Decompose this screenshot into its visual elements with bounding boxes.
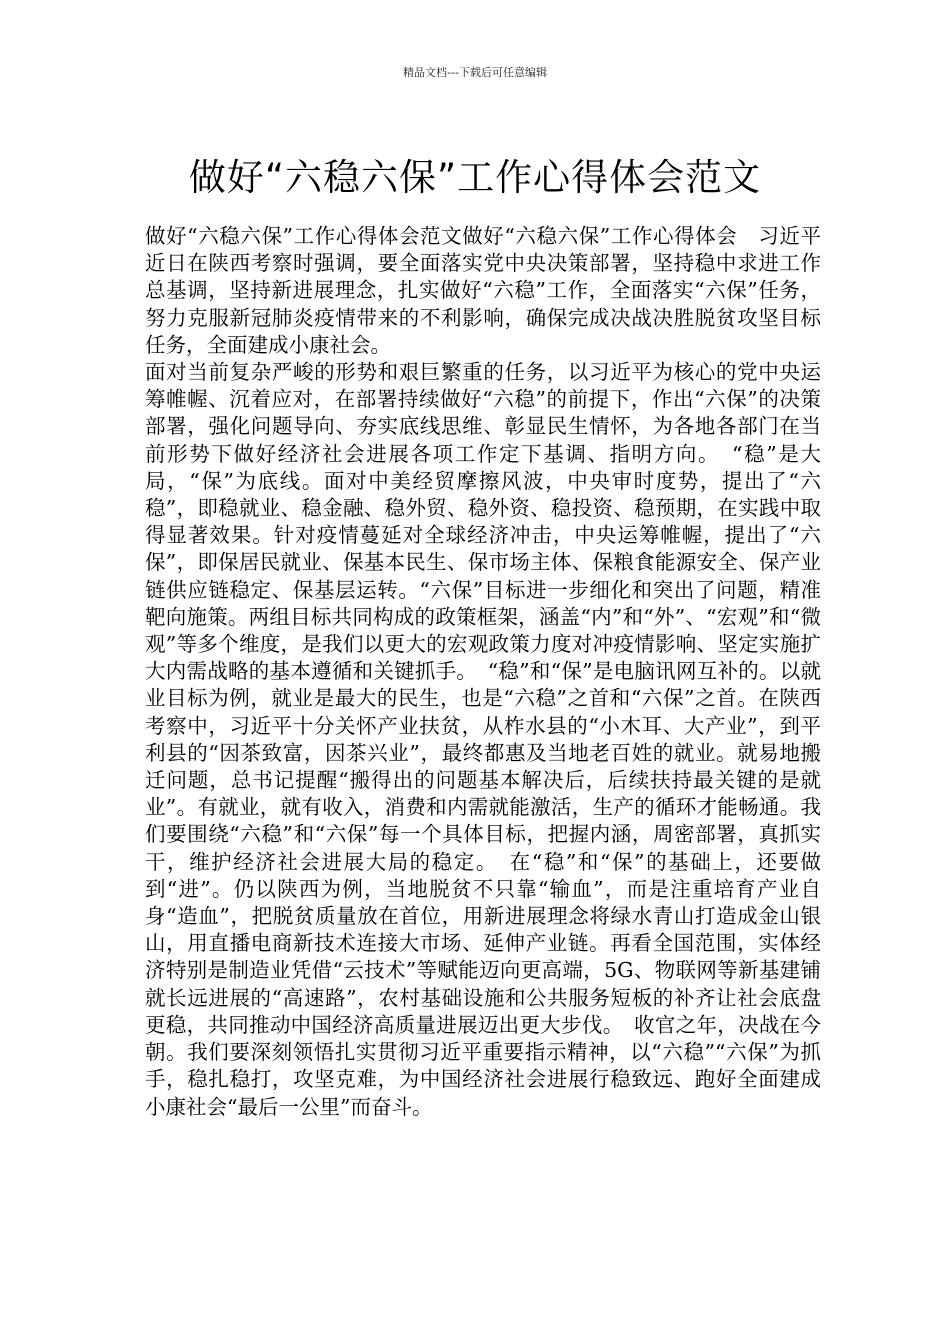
document-title: 做好“六稳六保”工作心得体会范文 — [188, 155, 762, 199]
header-note: 精品文档---下载后可任意编辑 — [403, 66, 547, 79]
body-paragraph-1: 做好“六稳六保”工作心得体会范文做好“六稳六保”工作心得体会 习近平近日在陕西考察时强调，要全面落实党中央决策部署，坚持稳中求进工作总基调，坚持新进展理念，扎实做好“六稳”工作，全面落实“六保”任务，努力克服新冠肺炎疫情带来的不利影响，确保完成决战决胜脱贫攻坚目标任务，全面建成小康社会。 — [145, 224, 821, 357]
document-body — [145, 223, 821, 1121]
body-paragraph-2: 面对当前复杂严峻的形势和艰巨繁重的任务，以习近平为核心的党中央运筹帷幄、沉着应对，在部署持续做好“六稳”的前提下，作出“六保”的决策部署，强化问题导向、夯实底线思维、彰显民生情怀，为各地各部门在当前形势下做好经济社会进展各项工作定下基调、指明方向。 “稳”是大局，“保”为底线。面对中美经贸摩擦风波，中央审时度势，提出了“六稳”，即稳就业、稳金融、稳外贸、稳外资、稳投资、稳预期，在实践中取得显著效果。针对疫情蔓延对全球经济冲击，中央运筹帷幄，提出了“六保”，即保居民就业、保基本民生、保市场主体、保粮食能源安全、保产业链供应链稳定、保基层运转。“六保”目标进一步细化和突出了问题，精准靶向施策。两组目标共同构成的政策框架，涵盖“内”和“外”、“宏观”和“微观”等多个维度，是我们以更大的宏观政策力度对冲疫情影响、坚定实施扩大内需战略的基本遵循和关键抓手。 “稳”和“保”是电脑讯网互补的。以就业目标为例，就业是最大的民生，也是“六稳”之首和“六保”之首。在陕西考察中，习近平十分关怀产业扶贫，从柞水县的“小木耳、大产业”，到平利县的“因茶致富，因茶兴业”，最终都惠及当地老百姓的就业。就易地搬迁问题，总书记提醒“搬得出的问题基本解决后，后续扶持最关键的是就业”。有就业，就有收入，消费和内需就能激活，生产的循环才能畅通。我们要围绕“六稳”和“六保”每一个具体目标，把握内涵，周密部署，真抓实干，维护经济社会进展大局的稳定。 在“稳”和“保”的基础上，还要做到“进”。仍以陕西为例，当地脱贫不只靠“输血”，而是注重培育产业自身“造血”，把脱贫质量放在首位，用新进展理念将绿水青山打造成金山银山，用直播电商新技术连接大市场、延伸产业链。再看全国范围，实体经济特别是制造业凭借“云技术”等赋能迈向更高端，5G、物联网等新基建铺就长远进展的“高速路”，农村基础设施和公共服务短板的补齐让社会底盘更稳，共同推动中国经济高质量进展迈出更大步伐。 收官之年，决战在今朝。我们要深刻领悟扎实贯彻习近平重要指示精神，以“六稳”“六保”为抓手，稳扎稳打，攻坚克难，为中国经济社会进展行稳致远、跑好全面建成小康社会“最后一公里”而奋斗。 — [145, 360, 821, 1119]
